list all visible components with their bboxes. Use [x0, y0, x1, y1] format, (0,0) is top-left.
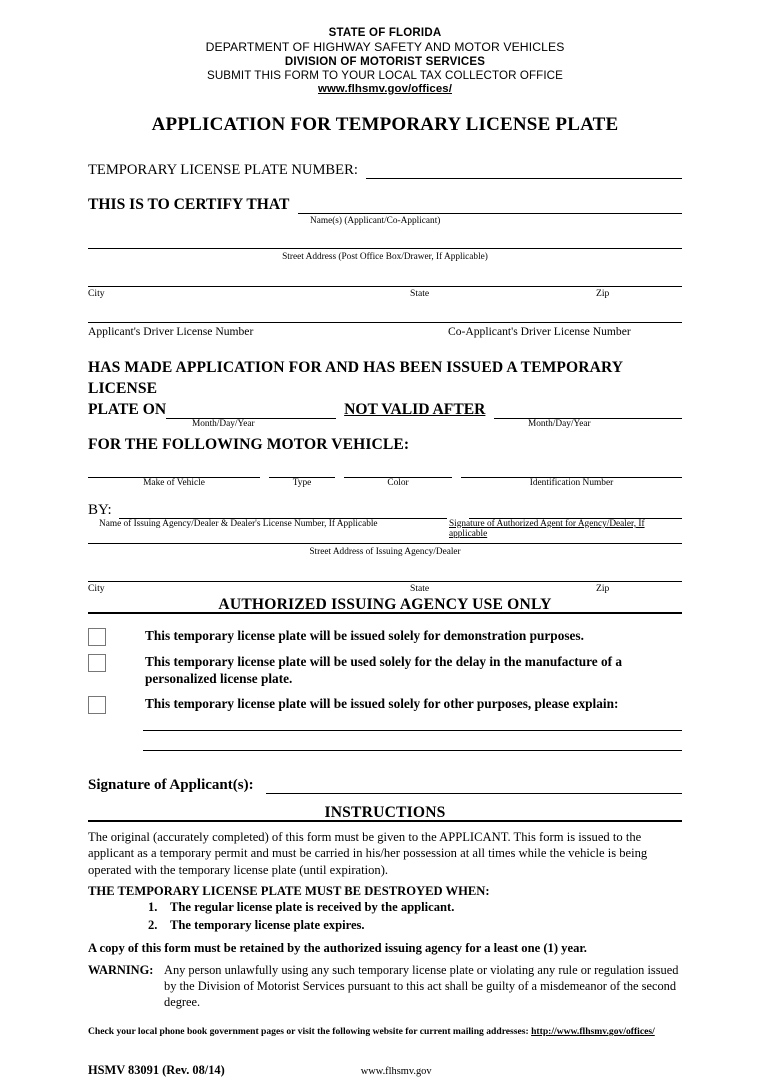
instructions-heading: INSTRUCTIONS: [324, 803, 446, 821]
vehicle-captions-row: [88, 478, 682, 492]
agency-city-state-zip-input[interactable]: [88, 581, 682, 582]
has-made-application-text: HAS MADE APPLICATION FOR AND HAS BEEN ISSUED A TEMPORARY LICENSE: [88, 358, 623, 397]
retention-note: A copy of this form must be retained by the authorized issuing agency for a least one (1) year.: [88, 941, 587, 956]
instructions-paragraph: The original (accurately completed) of this form must be given to the APPLICANT. This form is issued to the applicant as a temporary permit and must be carried in his/her possession at all times while the vehicle is being operated with the temporary license plate (until expiration).: [88, 829, 648, 877]
applicant-signature-row: [88, 777, 682, 794]
agency-street-caption: Street Address of Issuing Agency/Dealer: [309, 546, 461, 557]
footnote-prefix: Check your local phone book government pages or visit the following website for current mailing addresses:: [88, 1026, 532, 1038]
applicant-dl-caption: Applicant's Driver License Number: [88, 324, 254, 338]
destroyed-heading: THE TEMPORARY LICENSE PLATE MUST BE DESTROYED WHEN:: [88, 883, 490, 898]
names-caption-row: [88, 216, 682, 228]
header-department: DEPARTMENT OF HIGHWAY SAFETY AND MOTOR VEHICLES: [205, 40, 565, 55]
checkbox-row-personalized-delay[interactable]: [88, 653, 682, 688]
by-captions-row: [88, 518, 682, 539]
city-caption: City: [88, 287, 105, 299]
identification-number-caption: Identification Number: [529, 477, 614, 488]
vehicle-section-heading: FOR THE FOLLOWING MOTOR VEHICLE:: [88, 436, 410, 454]
by-row: [88, 502, 682, 519]
warning-text: Any person unlawfully using any such temporary license plate or violating any rule or regulation issued by the Division of Motorist Services pursuant to this act shall be guilty of a misdemeanor of the second degree.: [164, 962, 679, 1010]
street-caption: Street Address (Post Office Box/Drawer, If Applicable): [282, 251, 488, 262]
checkbox-row-demonstration[interactable]: [88, 627, 682, 646]
purpose-checkbox-list: [88, 627, 682, 714]
type-caption: Type: [292, 477, 312, 488]
applicant-names-input[interactable]: [298, 199, 682, 214]
temporary-plate-number-row: [88, 162, 682, 179]
by-label: BY:: [88, 501, 112, 518]
city-state-zip-input[interactable]: [88, 286, 682, 287]
destroyed-item-2-text: The temporary license plate expires.: [170, 918, 365, 933]
certify-label: THIS IS TO CERTIFY THAT: [88, 195, 290, 213]
header-submit-instruction: SUBMIT THIS FORM TO YOUR LOCAL TAX COLLECTOR OFFICE: [207, 68, 563, 82]
agency-city-state-zip-caption-row: [88, 583, 682, 597]
checkbox-personalized-delay[interactable]: [88, 654, 106, 672]
agency-zip-caption: Zip: [596, 582, 610, 594]
checkbox-other-purposes[interactable]: [88, 696, 106, 714]
agency-city-caption: City: [88, 582, 105, 594]
agency-street-input[interactable]: [88, 543, 682, 544]
header-website-link[interactable]: www.flhsmv.gov/offices/: [318, 83, 452, 96]
footer-website: www.flhsmv.gov: [360, 1066, 432, 1078]
temporary-plate-number-input[interactable]: [366, 165, 682, 179]
date-captions-row: [88, 419, 682, 432]
driver-license-caption-row: [88, 325, 682, 342]
not-valid-after-label: NOT VALID AFTER: [344, 401, 486, 419]
document-header: [0, 0, 770, 97]
document-footer: [88, 1063, 682, 1078]
names-caption: Name(s) (Applicant/Co-Applicant): [310, 215, 441, 226]
checkbox-demonstration[interactable]: [88, 628, 106, 646]
authorized-agent-signature-caption: Signature of Authorized Agent for Agency/Dealer, If applicable: [449, 518, 645, 539]
footnote-link[interactable]: http://www.flhsmv.gov/offices/: [531, 1026, 655, 1038]
applicant-signature-label: Signature of Applicant(s):: [88, 776, 254, 793]
certify-row: [88, 196, 682, 214]
applicant-signature-input[interactable]: [266, 779, 682, 794]
explanation-input-line-2[interactable]: [143, 750, 682, 751]
issuing-agency-name-caption: Name of Issuing Agency/Dealer & Dealer's License Number, If Applicable: [99, 518, 378, 529]
destroyed-item-2-number: 2.: [148, 918, 158, 933]
agency-use-only-heading: AUTHORIZED ISSUING AGENCY USE ONLY: [218, 595, 552, 613]
form-code: HSMV 83091 (Rev. 08/14): [88, 1063, 225, 1078]
plate-on-label: PLATE ON: [88, 401, 167, 419]
agency-state-caption: State: [410, 582, 430, 594]
destroyed-item-2: [148, 917, 682, 935]
warning-row: [88, 962, 682, 1010]
form-body: [88, 162, 682, 1078]
state-caption: State: [410, 287, 430, 299]
checkbox-label-other-purposes: This temporary license plate will be issued solely for other purposes, please explain:: [145, 695, 619, 711]
checkbox-label-demonstration: This temporary license plate will be issued solely for demonstration purposes.: [145, 627, 584, 643]
coapplicant-dl-caption: Co-Applicant's Driver License Number: [448, 324, 631, 338]
street-address-input[interactable]: [88, 248, 682, 249]
destroyed-item-1-text: The regular license plate is received by the applicant.: [170, 900, 455, 915]
page-title: APPLICATION FOR TEMPORARY LICENSE PLATE: [151, 113, 619, 135]
driver-license-input[interactable]: [88, 322, 682, 323]
checkbox-row-other-purposes[interactable]: [88, 695, 682, 714]
not-valid-after-date-input[interactable]: [494, 403, 682, 419]
street-caption-row: [88, 252, 682, 264]
agency-street-caption-row: [88, 547, 682, 559]
warning-label: WARNING:: [88, 962, 154, 977]
destroyed-item-1: [148, 899, 682, 917]
color-caption: Color: [387, 477, 409, 488]
destroyed-item-1-number: 1.: [148, 900, 158, 915]
date-caption-1: Month/Day/Year: [192, 419, 255, 430]
date-caption-2: Month/Day/Year: [528, 419, 591, 430]
mailing-address-footnote: [88, 1026, 682, 1037]
zip-caption: Zip: [596, 287, 610, 299]
explanation-input-line-1[interactable]: [143, 730, 682, 731]
make-of-vehicle-caption: Make of Vehicle: [143, 477, 205, 488]
city-state-zip-caption-row: [88, 288, 682, 302]
plate-on-row: [88, 401, 682, 419]
checkbox-label-personalized-delay: This temporary license plate will be used solely for the delay in the manufacture of a personalized license plate.: [145, 653, 623, 687]
header-division: DIVISION OF MOTORIST SERVICES: [284, 55, 486, 68]
temporary-plate-number-label: TEMPORARY LICENSE PLATE NUMBER:: [88, 161, 358, 178]
header-state: STATE OF FLORIDA: [328, 27, 442, 39]
plate-on-date-input[interactable]: [166, 403, 336, 419]
